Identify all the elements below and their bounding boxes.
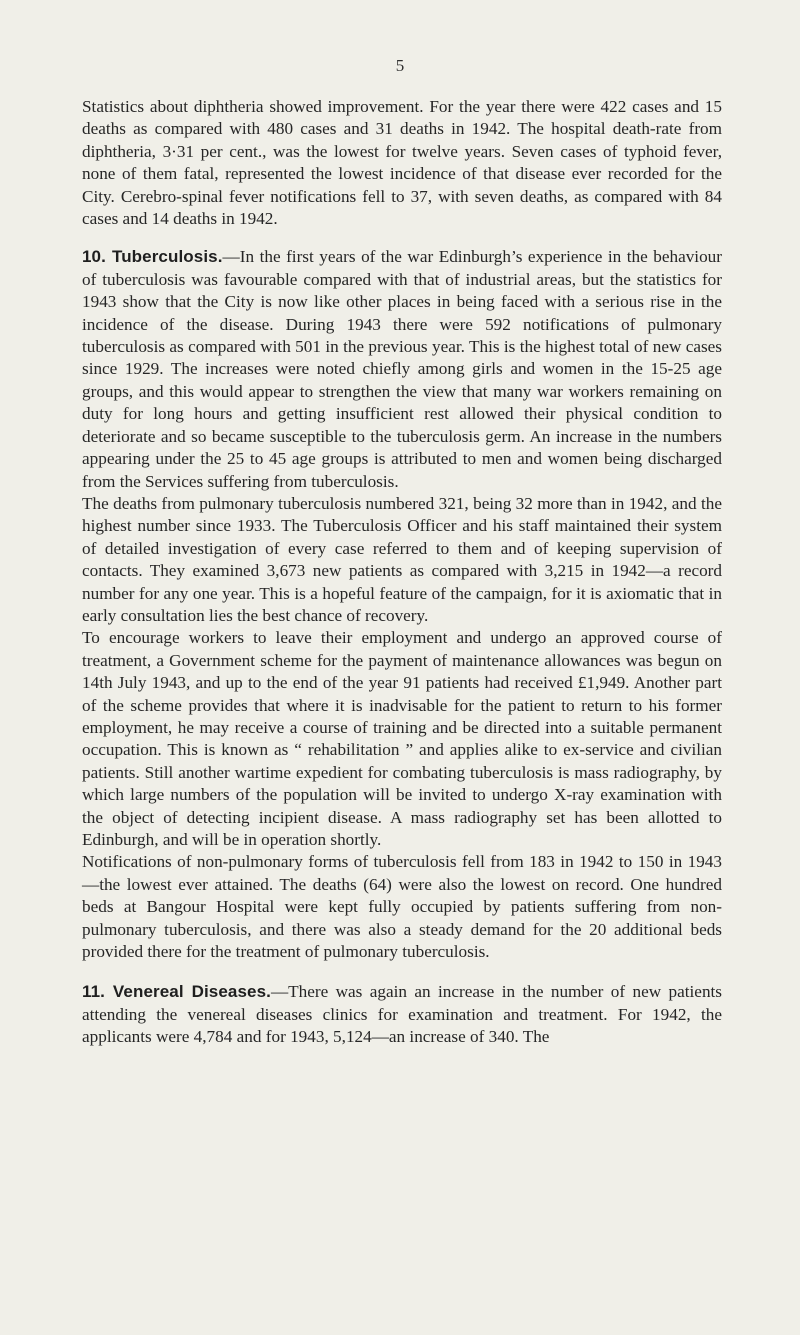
paragraph-tuberculosis-scheme: To encourage workers to leave their employment and undergo an approved course of treatment, a Government scheme for the payment of maintenance allowances was begun on 14th July 1943, and up to the end of the year 91 patients had received £1,949. Another part of the scheme provides that where it is inadvisable for the patient to return to his former employment, he may receive a course of training and be directed into a suitable permanent occupation. This is known as “ rehabilitation ” and applies alike to ex-service and civilian patients. Still another wartime expedient for combating tuberculosis is mass radiography, by which large numbers of the population will be invited to undergo X-ray examination with the object of detecting incipient disease. A mass radiography set has been allotted to Edinburgh, and will be in operation shortly. — [82, 628, 722, 849]
section-heading-venereal-diseases: 11. Venereal Diseases. — [82, 982, 271, 1002]
venereal-diseases-text: —There was again an increase in the number of new patients attending the venereal diseases clinics for examination and treatment. For 1942, the applicants were 4,784 and for 1943, 5,124—an increase of 340. The — [82, 982, 722, 1047]
paragraph-venereal-diseases — [82, 981, 722, 1048]
paragraph-tuberculosis-intro — [82, 246, 722, 492]
section-heading-tuberculosis: 10. Tuberculosis. — [82, 247, 223, 267]
page-number: 5 — [395, 56, 405, 75]
document-body — [82, 96, 722, 1049]
paragraph-diphtheria: Statistics about diphtheria showed improvement. For the year there were 422 cases and 15 deaths as compared with 480 cases and 31 deaths in 1942. The hospital death-rate from diphtheria, 3·31 per cent., was the lowest for twelve years. Seven cases of typhoid fever, none of them fatal, represented the lowest incidence of that disease ever recorded for the City. Cerebro-spinal fever notifications fell to 37, with seven deaths, as compared with 84 cases and 14 deaths in 1942. — [82, 97, 722, 229]
paragraph-tuberculosis-deaths: The deaths from pulmonary tuberculosis numbered 321, being 32 more than in 1942, and the highest number since 1933. The Tuberculosis Officer and his staff maintained their system of detailed investigation of every case referred to them and of keeping supervision of contacts. They examined 3,673 new patients as compared with 3,215 in 1942—a record number for any one year. This is a hopeful feature of the campaign, for it is axiomatic that in early consultation lies the best chance of recovery. — [82, 493, 722, 625]
tuberculosis-intro-text: —In the first years of the war Edinburgh’s experience in the behaviour of tuberculosis was favourable compared with that of industrial areas, but the statistics for 1943 show that the City is now like other places in being faced with a serious rise in the incidence of the disease. During 1943 there were 592 notifications of pulmonary tuberculosis as compared with 501 in the previous year. This is the highest total of new cases since 1929. The increases were noted chiefly among girls and women in the 15-25 age groups, and this would appear to strengthen the view that many war workers remaining on duty for long hours and getting insufficient rest allowed their physical condition to deteriorate and so became susceptible to the tuberculosis germ. An increase in the numbers appearing under the 25 to 45 age groups is attributed to men and women being discharged from the Services suffering from tuberculosis. — [82, 247, 722, 491]
paragraph-tuberculosis-non-pulmonary: Notifications of non-pulmonary forms of tuberculosis fell from 183 in 1942 to 150 in 1943—the lowest ever attained. The deaths (64) were also the lowest on record. One hundred beds at Bangour Hospital were kept fully occupied by patients suffering from non-pulmonary tuberculosis, and there was also a steady demand for the 20 additional beds provided there for the treatment of pulmonary tuberculosis. — [82, 852, 722, 962]
